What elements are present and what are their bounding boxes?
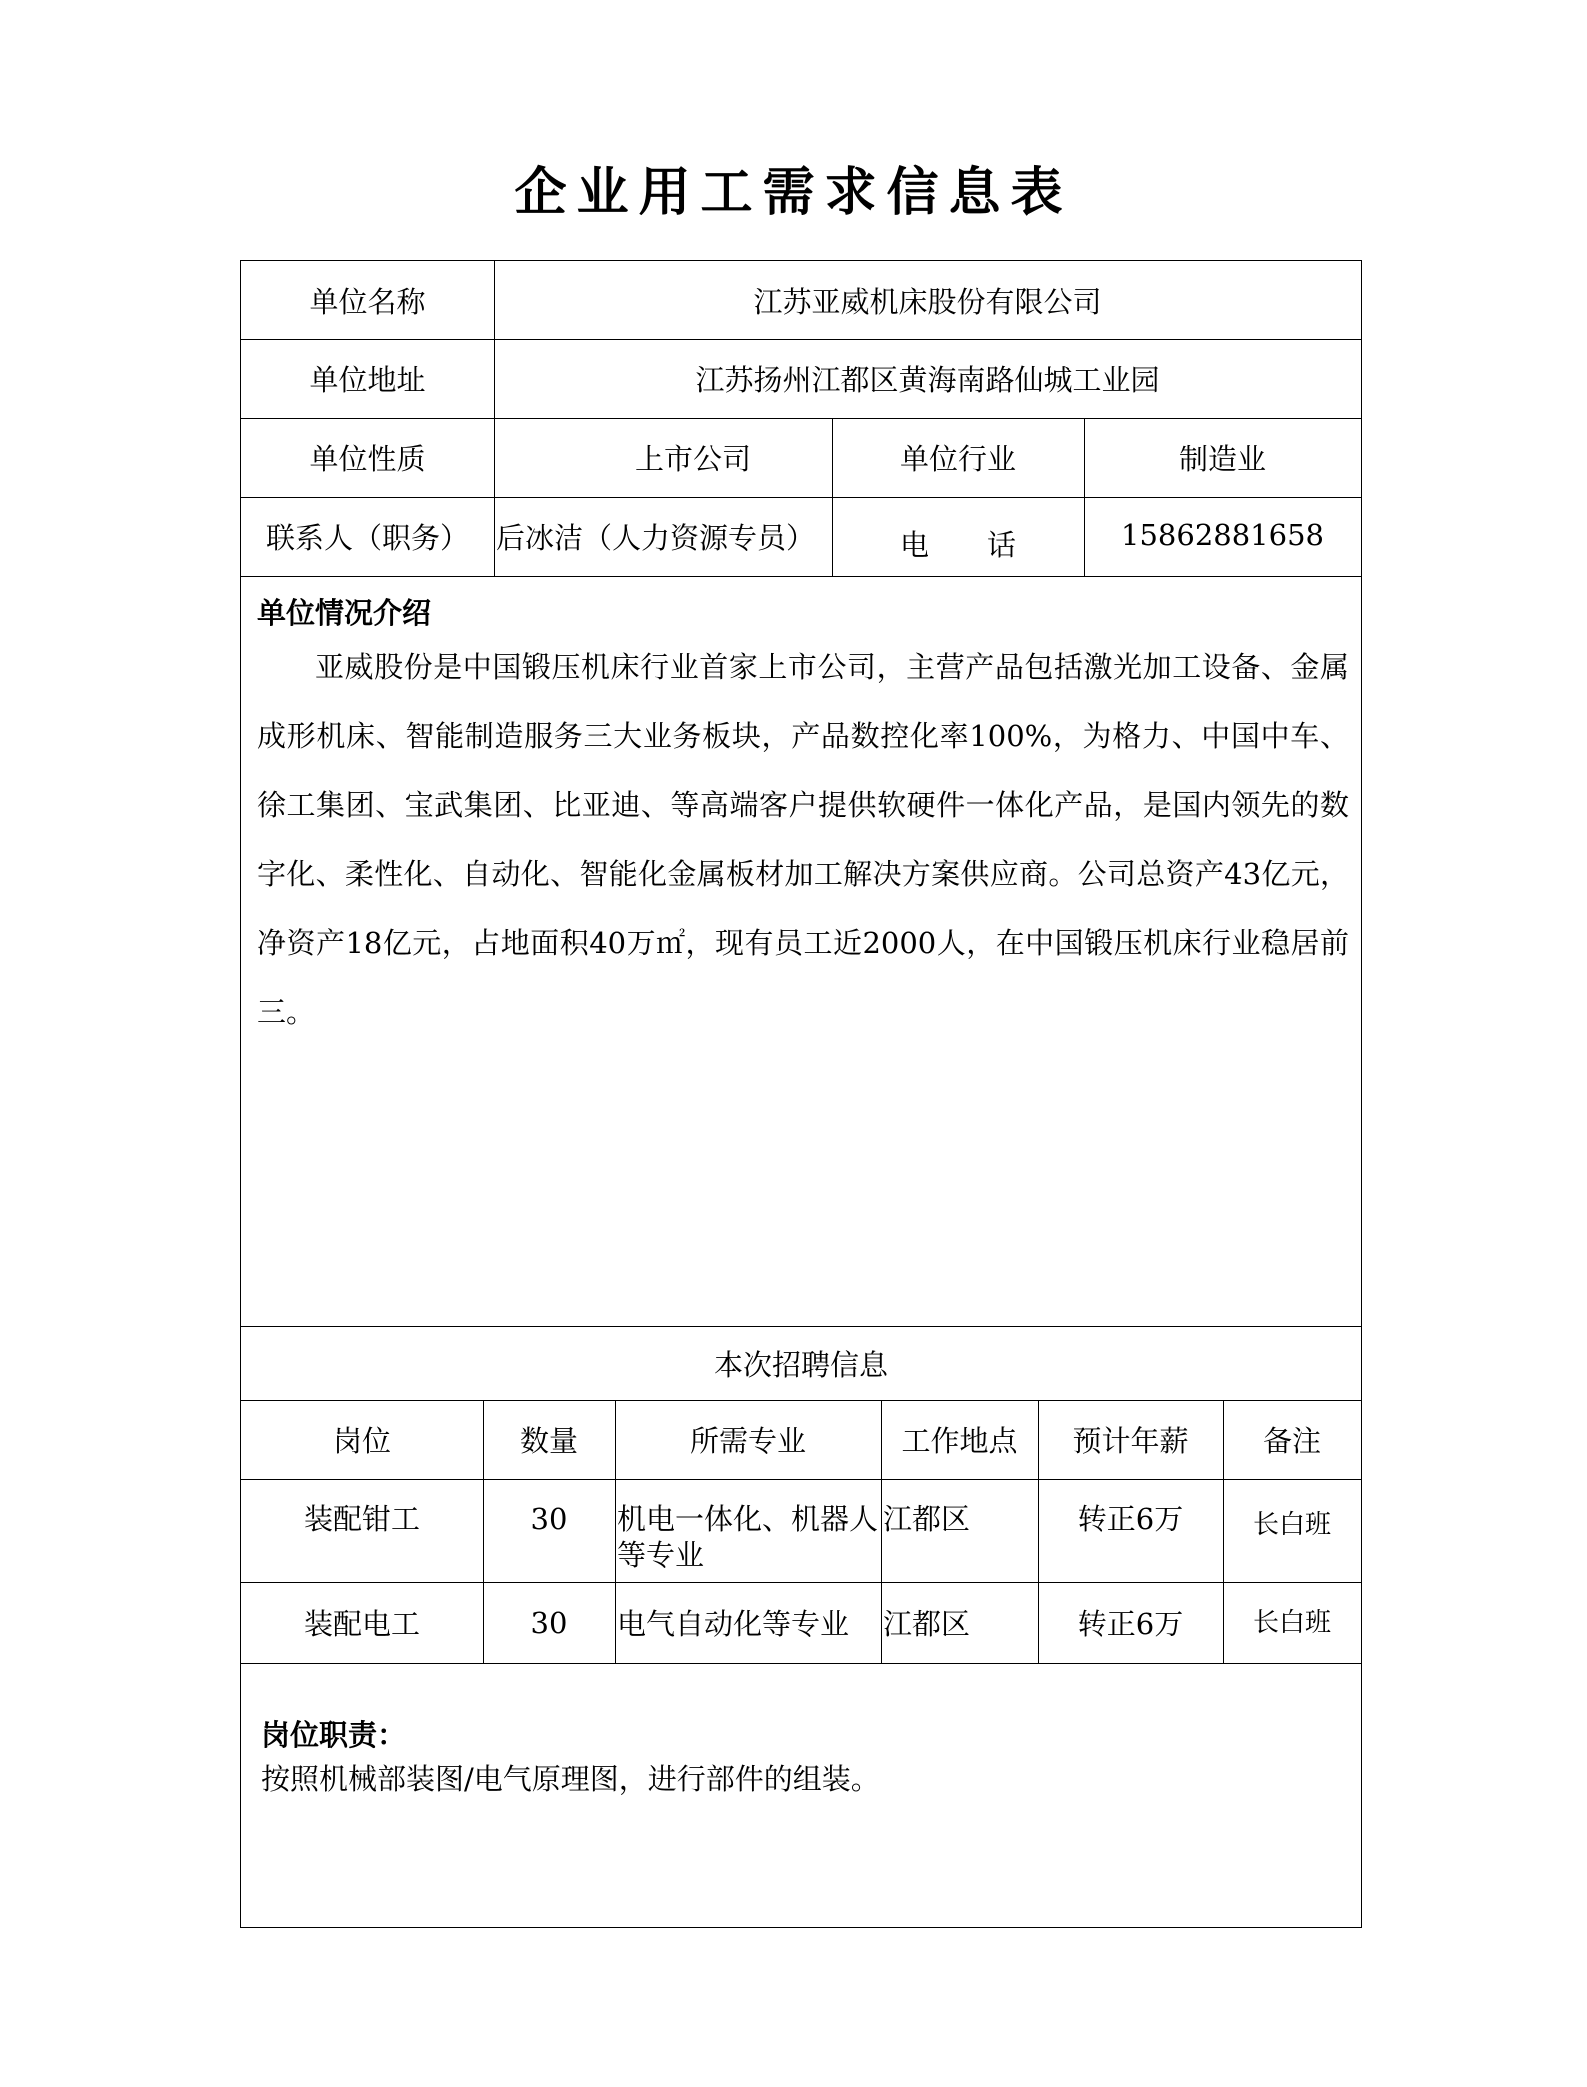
duties-text: 按照机械部装图/电气原理图，进行部件的组装。 bbox=[261, 1762, 880, 1796]
duties-heading: 岗位职责： bbox=[261, 1718, 407, 1752]
table-cell-major: 电气自动化等专业 bbox=[617, 1607, 850, 1641]
table-cell-position: 装配电工 bbox=[303, 1607, 420, 1641]
table-cell-quantity: 30 bbox=[530, 1502, 568, 1536]
intro-text: 亚威股份是中国锻压机床行业首家上市公司，主营产品包括激光加工设备、金属成形机床、智能制造服务三大业务板块，产品数控化率100%，为格力、中国中车、徐工集团、宝武集团、比亚迪、等高端客户提供软硬件一体化产品，是国内领先的数字化、柔性化、自动化、智能化金属板材加工解决方案供应商。公司总资产43亿元，净资产18亿元，占地面积40万㎡，现有员工近2000人，在中国锻压机床行业稳居前三。 bbox=[257, 650, 1349, 1029]
row-divider bbox=[241, 1663, 1361, 1664]
company-address-value: 江苏扬州江都区黄海南路仙城工业园 bbox=[695, 363, 1160, 397]
company-industry-label: 单位行业 bbox=[899, 442, 1016, 476]
recruit-heading: 本次招聘信息 bbox=[713, 1347, 888, 1382]
table-cell-quantity: 30 bbox=[530, 1605, 568, 1640]
table-cell-location: 江都区 bbox=[883, 1502, 971, 1536]
phone-value: 15862881658 bbox=[1121, 517, 1324, 552]
contact-label: 联系人（职务） bbox=[265, 521, 469, 555]
col-header-location: 工作地点 bbox=[901, 1424, 1018, 1458]
contact-value: 后冰洁（人力资源专员） bbox=[496, 521, 816, 555]
table-cell-position: 装配钳工 bbox=[303, 1502, 420, 1536]
col-header-major: 所需专业 bbox=[689, 1424, 806, 1458]
phone-label: 电 话 bbox=[899, 528, 1016, 562]
company-industry-value: 制造业 bbox=[1178, 442, 1266, 476]
company-name-value: 江苏亚威机床股份有限公司 bbox=[753, 284, 1102, 319]
company-address-label: 单位地址 bbox=[309, 363, 426, 397]
company-name-label: 单位名称 bbox=[309, 284, 426, 319]
table-cell-salary: 转正6万 bbox=[1077, 1607, 1184, 1641]
col-header-salary: 预计年薪 bbox=[1072, 1424, 1189, 1458]
table-cell-remark: 长白班 bbox=[1252, 1510, 1331, 1540]
form-table bbox=[240, 260, 1362, 1928]
col-header-quantity: 数量 bbox=[519, 1424, 578, 1458]
row-divider bbox=[241, 576, 1361, 577]
table-cell-remark: 长白班 bbox=[1252, 1608, 1331, 1638]
table-cell-location: 江都区 bbox=[883, 1607, 971, 1641]
company-nature-label: 单位性质 bbox=[309, 442, 426, 476]
col-header-remark: 备注 bbox=[1262, 1424, 1321, 1458]
page-title: 企业用工需求信息表 bbox=[514, 162, 1073, 223]
intro-heading: 单位情况介绍 bbox=[257, 596, 432, 630]
table-cell-salary: 转正6万 bbox=[1077, 1502, 1184, 1536]
col-header-position: 岗位 bbox=[332, 1424, 391, 1458]
table-cell-major: 机电一体化、机器人等专业 bbox=[617, 1502, 879, 1572]
company-nature-value: 上市公司 bbox=[634, 442, 751, 476]
